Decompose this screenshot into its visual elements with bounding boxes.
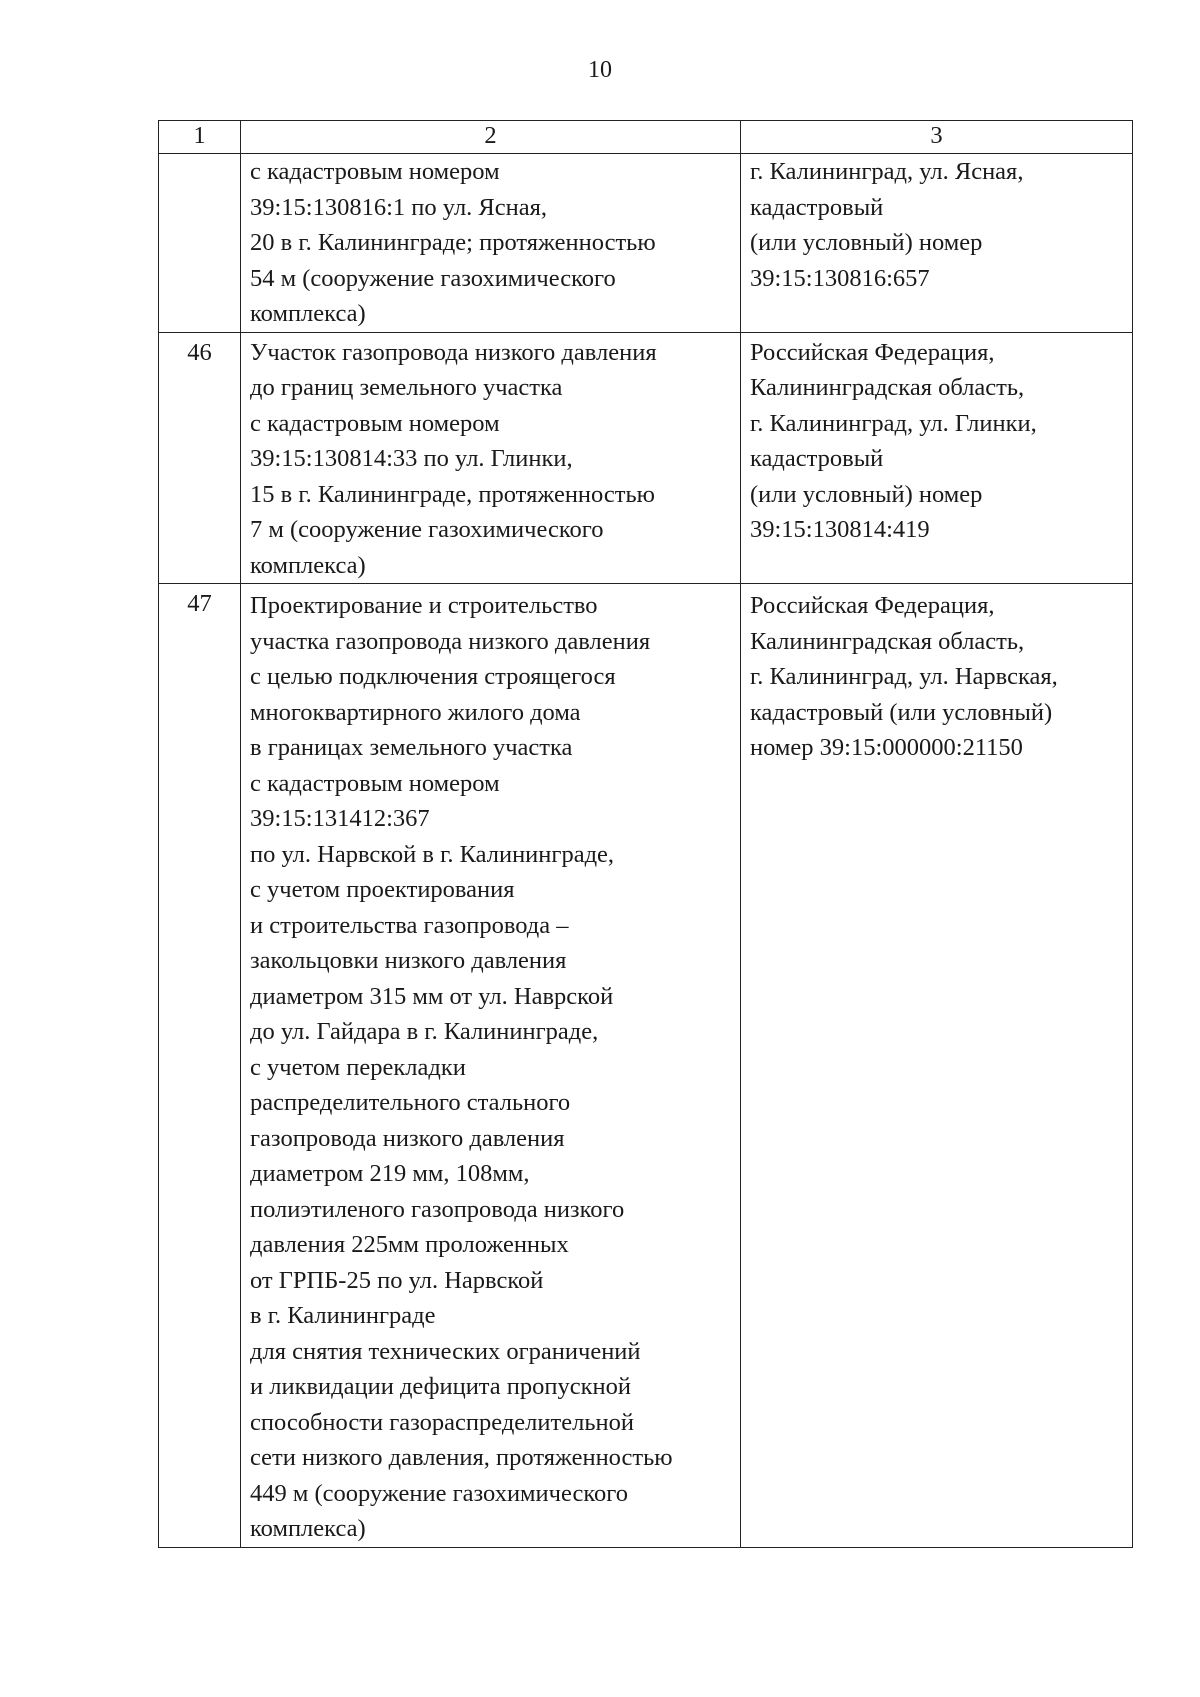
address-line: Калининградская область, <box>750 627 1025 655</box>
object-description-line: распределительного стального <box>250 1089 571 1116</box>
object-description-line: по ул. Нарвской в г. Калининграде, <box>250 840 615 868</box>
address-line: кадастровый <box>750 445 884 472</box>
object-description-line: 7 м (сооружение газохимического <box>250 516 604 543</box>
address-cell <box>741 332 1133 584</box>
header-col-3: 3 <box>741 121 1133 154</box>
object-description-line: многоквартирного жилого дома <box>250 698 581 726</box>
object-description-line: и строительства газопровода – <box>250 911 569 939</box>
object-description-line: с целью подключения строящегося <box>250 663 616 690</box>
address-line: Российская Федерация, <box>750 338 995 366</box>
object-description-line: комплекса) <box>250 551 366 579</box>
object-description-line: Участок газопровода низкого давления <box>250 338 657 366</box>
address-line: номер 39:15:000000:21150 <box>750 734 1023 761</box>
address-line: Российская Федерация, <box>750 592 995 619</box>
address-line: (или условный) номер <box>750 480 983 508</box>
row-number: 47 <box>159 584 241 1548</box>
object-description-line: до ул. Гайдара в г. Калининграде, <box>250 1018 599 1045</box>
object-description-line: с кадастровым номером <box>250 769 500 797</box>
row-number: 46 <box>159 332 241 584</box>
object-description-line: 39:15:131412:367 <box>250 805 430 832</box>
object-description-cell <box>241 154 741 333</box>
table-row <box>159 154 1133 333</box>
page-number: 10 <box>588 57 612 83</box>
object-description-line: сети низкого давления, протяженностью <box>250 1444 673 1471</box>
object-description-line: способности газораспределительной <box>250 1408 634 1436</box>
object-description-line: 39:15:130814:33 по ул. Глинки, <box>250 445 573 472</box>
object-description-line: газопровода низкого давления <box>250 1124 565 1152</box>
header-col-1: 1 <box>159 121 241 154</box>
object-description-line: диаметром 219 мм, 108мм, <box>250 1160 530 1187</box>
object-description-cell <box>241 332 741 584</box>
property-table <box>158 120 1133 1548</box>
address-line: 39:15:130814:419 <box>750 516 930 543</box>
table-row <box>159 332 1133 584</box>
address-line: (или условный) номер <box>750 229 983 256</box>
object-description-line: Проектирование и строительство <box>250 592 598 619</box>
object-description-line: давления 225мм проложенных <box>250 1231 569 1258</box>
object-description-line: в границах земельного участка <box>250 734 573 761</box>
object-description-line: до границ земельного участка <box>250 374 563 401</box>
object-description-line: с учетом перекладки <box>250 1053 466 1081</box>
address-line: Калининградская область, <box>750 374 1025 401</box>
object-description-line: 15 в г. Калининграде, протяженностью <box>250 480 655 508</box>
object-description-line: 20 в г. Калининграде; протяженностью <box>250 229 656 256</box>
row-number <box>159 154 241 333</box>
object-description-line: закольцовки низкого давления <box>250 947 567 974</box>
address-line: г. Калининград, ул. Ясная, <box>750 158 1024 185</box>
object-description-line: с учетом проектирования <box>250 876 515 903</box>
table-header-row <box>159 121 1133 154</box>
address-line: 39:15:130816:657 <box>750 264 930 292</box>
address-cell <box>741 154 1133 333</box>
table-row <box>159 584 1133 1548</box>
object-description-line: 54 м (сооружение газохимического <box>250 264 616 292</box>
object-description-line: полиэтиленого газопровода низкого <box>250 1195 625 1223</box>
object-description-line: от ГРПБ-25 по ул. Нарвской <box>250 1266 544 1294</box>
object-description-line: комплекса) <box>250 300 366 327</box>
object-description-line: диаметром 315 мм от ул. Наврской <box>250 982 614 1010</box>
header-col-2: 2 <box>241 121 741 154</box>
object-description-line: 449 м (сооружение газохимического <box>250 1479 628 1507</box>
object-description-line: участка газопровода низкого давления <box>250 627 651 655</box>
table-body <box>159 154 1133 1548</box>
address-line: г. Калининград, ул. Нарвская, <box>750 663 1058 690</box>
object-description-line: и ликвидации дефицита пропускной <box>250 1373 632 1400</box>
object-description-cell <box>241 584 741 1548</box>
address-line: г. Калининград, ул. Глинки, <box>750 409 1037 437</box>
object-description-line: 39:15:130816:1 по ул. Ясная, <box>250 193 548 221</box>
object-description-line: для снятия технических ограничений <box>250 1337 641 1365</box>
address-line: кадастровый (или условный) <box>750 698 1053 726</box>
address-line: кадастровый <box>750 193 884 221</box>
object-description-line: комплекса) <box>250 1515 366 1542</box>
object-description-line: с кадастровым номером <box>250 409 500 437</box>
address-cell <box>741 584 1133 1548</box>
object-description-line: с кадастровым номером <box>250 158 500 185</box>
object-description-line: в г. Калининграде <box>250 1302 436 1329</box>
